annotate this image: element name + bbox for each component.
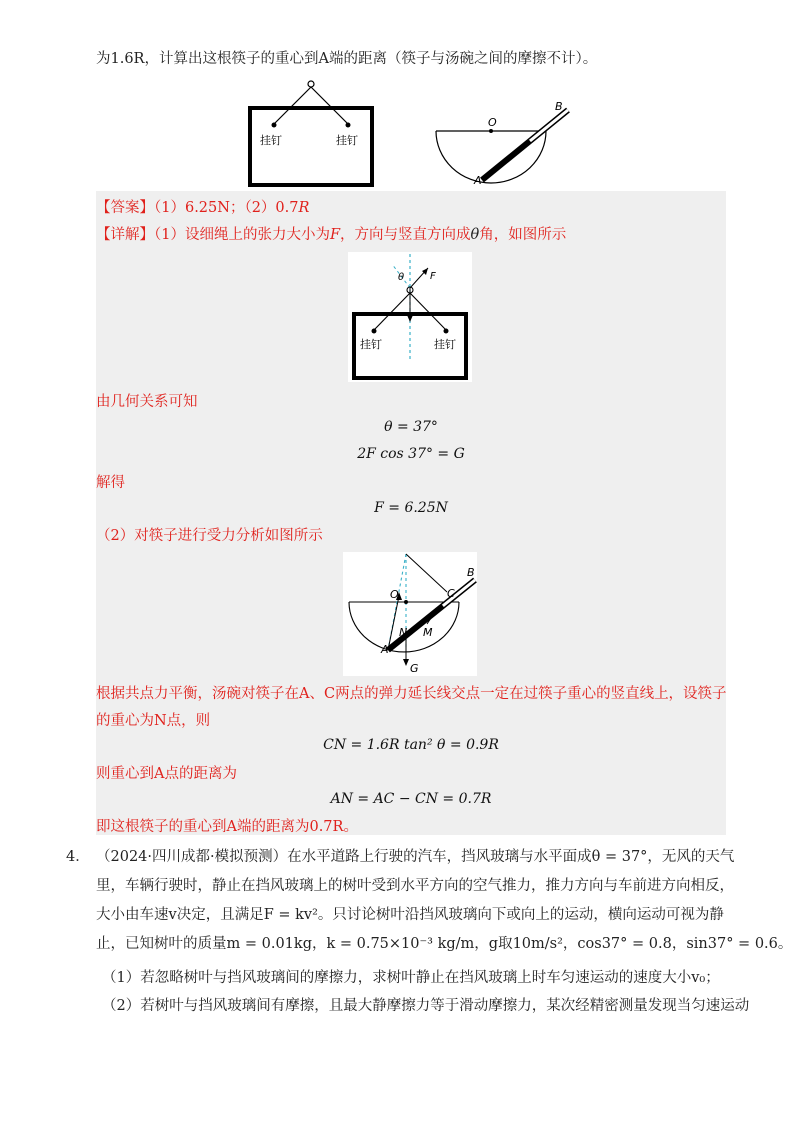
question-line-4: 止，已知树叶的质量m = 0.01kg，k = 0.75×10⁻³ kg/m，g取10m/s²，cos37° = 0.8，sin37° = 0.6。 <box>96 936 793 952</box>
label-M: M <box>423 626 433 639</box>
tension-force-figure <box>348 252 472 382</box>
balance-line-1: 根据共点力平衡，汤碗对筷子在A、C两点的弹力延长线交点一定在过筷子重心的竖直线上，设筷子 <box>96 686 727 702</box>
label-F: F <box>430 271 436 282</box>
label-N: N <box>399 626 408 639</box>
distance-text: 则重心到A点的距离为 <box>96 766 237 782</box>
answer-text: （1）6.25N；（2）0.7 <box>154 200 299 216</box>
equation-5: AN = AC − CN = 0.7R <box>330 791 492 807</box>
label-O-2: O <box>390 588 399 601</box>
equation-4: CN = 1.6R tan² θ = 0.9R <box>323 737 499 753</box>
sub-question-2: （2）若树叶与挡风玻璃间有摩擦，且最大静摩擦力等于滑动摩擦力，某次经精密测量发现当匀速运动 <box>102 998 750 1014</box>
answer-unit: R <box>298 200 310 216</box>
part2-text: （2）对筷子进行受力分析如图所示 <box>96 528 323 544</box>
answer-line <box>96 198 309 218</box>
balance-line-2: 的重心为N点，则 <box>96 713 211 729</box>
nail-label-left: 挂钉 <box>260 134 282 147</box>
nail-label-right: 挂钉 <box>336 134 358 147</box>
hanging-frame-figure <box>244 78 378 188</box>
equation-3: F = 6.25N <box>374 500 448 516</box>
label-O: O <box>488 116 497 129</box>
nail-label-left-2: 挂钉 <box>360 338 382 351</box>
question-line-3: 大小由车速v决定，且满足F = kv²。只讨论树叶沿挡风玻璃向下或向上的运动，横向运动可视为静 <box>96 907 724 923</box>
label-C: C <box>447 587 455 600</box>
intro-line: 为1.6R，计算出这根筷子的重心到A端的距离（筷子与汤碗之间的摩擦不计）。 <box>96 51 598 67</box>
label-B: B <box>555 100 563 113</box>
label-A-2: A <box>381 643 389 656</box>
answer-tag: 【答案】 <box>96 200 154 216</box>
geometry-text: 由几何关系可知 <box>96 394 198 410</box>
equation-1: θ = 37° <box>384 419 438 435</box>
label-G: G <box>410 662 419 675</box>
sub-question-1: （1）若忽略树叶与挡风玻璃间的摩擦力，求树叶静止在挡风玻璃上时车匀速运动的速度大小v₀； <box>102 970 720 986</box>
nail-label-right-2: 挂钉 <box>434 338 456 351</box>
detail-tag: 【详解】 <box>96 227 154 243</box>
label-A: A <box>474 174 482 187</box>
solve-text: 解得 <box>96 475 125 491</box>
conclusion-text: 即这根筷子的重心到A端的距离为0.7R。 <box>96 819 358 835</box>
force-analysis-figure <box>343 552 477 676</box>
question-line-2: 里，车辆行驶时，静止在挡风玻璃上的树叶受到水平方向的空气推力，推力方向与车前进方向相反， <box>96 878 734 894</box>
label-theta: θ <box>398 272 405 283</box>
label-B-2: B <box>467 566 475 579</box>
question-number: 4． <box>66 849 90 865</box>
bowl-chopstick-figure <box>430 100 580 190</box>
detail-line: 【详解】（1）设细绳上的张力大小为F，方向与竖直方向成θ角，如图所示 <box>96 227 567 243</box>
question-line-1: （2024·四川成都·模拟预测）在水平道路上行驶的汽车，挡风玻璃与水平面成θ = 37°，无风的天气 <box>96 849 735 865</box>
equation-2: 2F cos 37° = G <box>357 446 465 462</box>
